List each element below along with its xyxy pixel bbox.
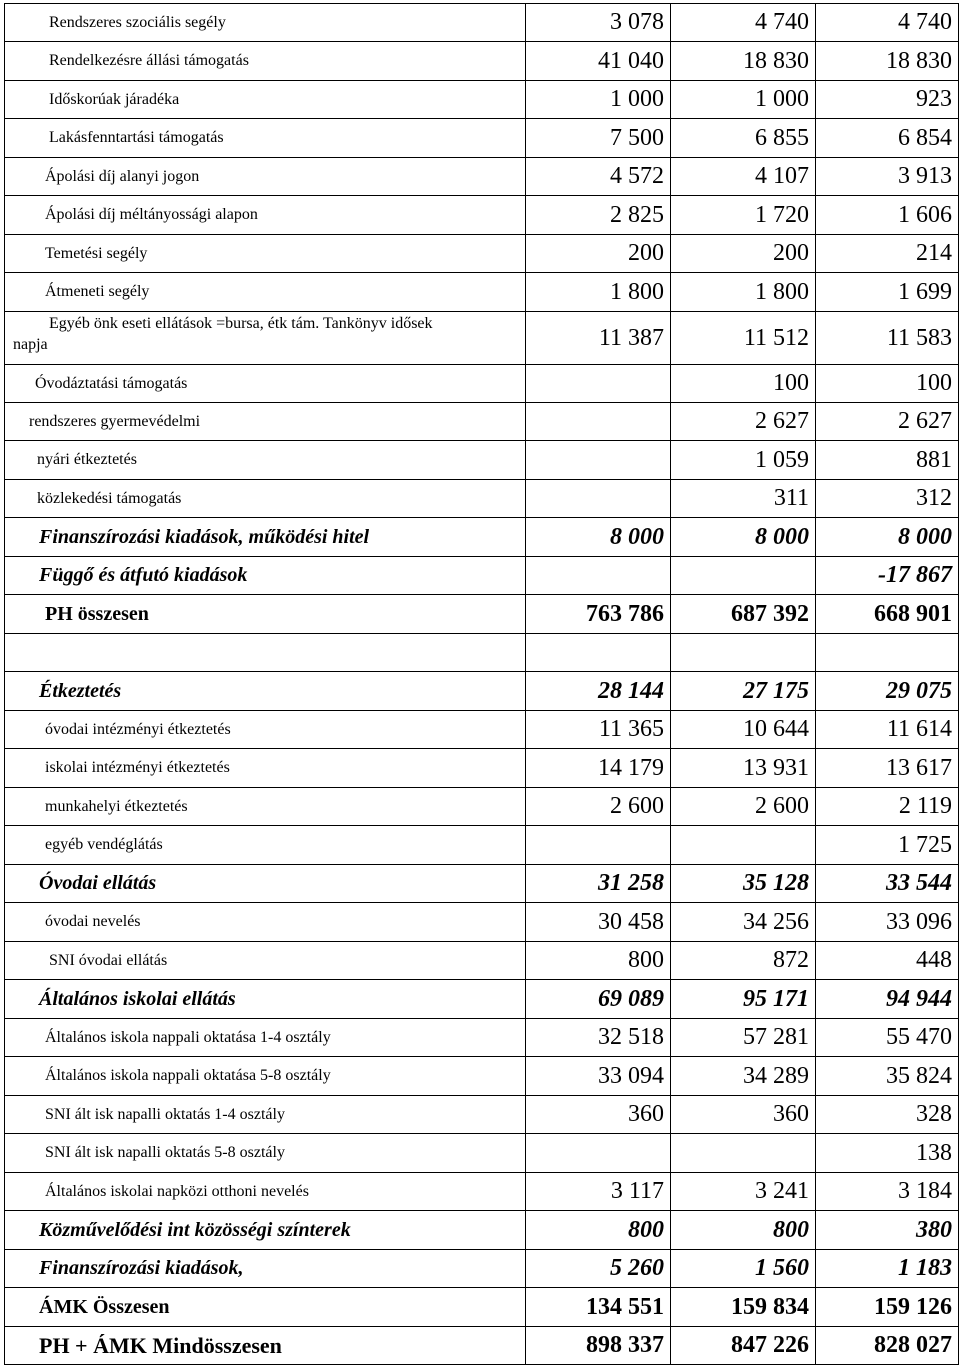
table-row-empty	[5, 634, 959, 672]
row-label: Finanszírozási kiadások, működési hitel	[5, 518, 526, 557]
table-row	[5, 903, 959, 942]
budget-table	[4, 3, 959, 1365]
table-row	[5, 980, 959, 1019]
table-row	[5, 672, 959, 711]
row-label: Általános iskola nappali oktatása 1-4 osztály	[5, 1019, 526, 1057]
value-col-2: 872	[671, 942, 816, 980]
table-row	[5, 595, 959, 634]
value-col-3: 668 901	[816, 595, 959, 634]
value-col-1: 200	[526, 235, 671, 273]
table-row	[5, 788, 959, 826]
row-label: Óvodáztatási támogatás	[5, 365, 526, 403]
value-col-3: 35 824	[816, 1057, 959, 1096]
value-col-2: 360	[671, 1096, 816, 1134]
table-row	[5, 942, 959, 980]
value-col-1: 2 600	[526, 788, 671, 826]
table-row	[5, 235, 959, 273]
value-col-3: 11 614	[816, 711, 959, 749]
table-row	[5, 1096, 959, 1134]
value-col-1: 1 800	[526, 273, 671, 312]
row-label: PH összesen	[5, 595, 526, 634]
table-row	[5, 865, 959, 903]
value-col-1: 33 094	[526, 1057, 671, 1096]
value-col-1	[526, 441, 671, 480]
value-col-3: 923	[816, 81, 959, 119]
value-col-3: 1 725	[816, 826, 959, 865]
table-row	[5, 1057, 959, 1096]
value-col-2: 35 128	[671, 865, 816, 903]
table-row	[5, 273, 959, 312]
table-row	[5, 480, 959, 518]
value-col-2: 1 720	[671, 196, 816, 235]
row-label: Finanszírozási kiadások,	[5, 1250, 526, 1288]
row-label: Függő és átfutó kiadások	[5, 557, 526, 595]
table-row	[5, 557, 959, 595]
table-row	[5, 1134, 959, 1173]
value-col-2: 3 241	[671, 1173, 816, 1211]
value-col-2: 100	[671, 365, 816, 403]
row-label	[5, 312, 526, 365]
value-col-2	[671, 1134, 816, 1173]
value-col-3: 380	[816, 1211, 959, 1250]
value-col-3: 214	[816, 235, 959, 273]
value-col-2: 1 000	[671, 81, 816, 119]
value-col-1: 5 260	[526, 1250, 671, 1288]
value-col-3: 18 830	[816, 42, 959, 81]
value-col-1: 3 117	[526, 1173, 671, 1211]
value-col-1: 800	[526, 942, 671, 980]
row-label-line-1: Egyéb önk eseti ellátások =bursa, étk tám. Tankönyv idősek	[49, 315, 433, 332]
row-label: egyéb vendéglátás	[5, 826, 526, 865]
table-row	[5, 518, 959, 557]
value-col-1: 4 572	[526, 158, 671, 196]
table-row	[5, 196, 959, 235]
value-col-1	[526, 634, 671, 672]
value-col-3: 13 617	[816, 749, 959, 788]
table-row	[5, 711, 959, 749]
value-col-2: 8 000	[671, 518, 816, 557]
value-col-1: 3 078	[526, 4, 671, 42]
value-col-2: 6 855	[671, 119, 816, 158]
value-col-2: 4 107	[671, 158, 816, 196]
value-col-1: 800	[526, 1211, 671, 1250]
value-col-3: 33 544	[816, 865, 959, 903]
row-label: ÁMK Összesen	[5, 1288, 526, 1327]
value-col-3: 1 183	[816, 1250, 959, 1288]
value-col-1: 134 551	[526, 1288, 671, 1327]
table-row	[5, 81, 959, 119]
value-col-2: 200	[671, 235, 816, 273]
row-label: Óvodai ellátás	[5, 865, 526, 903]
value-col-1	[526, 1134, 671, 1173]
value-col-3: 11 583	[816, 312, 959, 365]
table-row	[5, 365, 959, 403]
value-col-3: 312	[816, 480, 959, 518]
value-col-2	[671, 826, 816, 865]
row-label: rendszeres gyermevédelmi	[5, 403, 526, 441]
value-col-2: 2 600	[671, 788, 816, 826]
value-col-2: 159 834	[671, 1288, 816, 1327]
value-col-1: 30 458	[526, 903, 671, 942]
value-col-1: 763 786	[526, 595, 671, 634]
value-col-3: 4 740	[816, 4, 959, 42]
value-col-3: 328	[816, 1096, 959, 1134]
value-col-1: 2 825	[526, 196, 671, 235]
value-col-2	[671, 634, 816, 672]
value-col-2: 10 644	[671, 711, 816, 749]
value-col-2: 95 171	[671, 980, 816, 1019]
table-row	[5, 826, 959, 865]
row-label: iskolai intézményi étkeztetés	[5, 749, 526, 788]
value-col-3: 3 184	[816, 1173, 959, 1211]
value-col-1	[526, 826, 671, 865]
table-row	[5, 1173, 959, 1211]
value-col-1: 360	[526, 1096, 671, 1134]
table-row	[5, 1250, 959, 1288]
table-row	[5, 441, 959, 480]
value-col-2: 57 281	[671, 1019, 816, 1057]
value-col-1: 8 000	[526, 518, 671, 557]
value-col-1	[526, 403, 671, 441]
value-col-3: 55 470	[816, 1019, 959, 1057]
row-label: nyári étkeztetés	[5, 441, 526, 480]
value-col-1	[526, 480, 671, 518]
row-label: Időskorúak járadéka	[5, 81, 526, 119]
row-label: Ápolási díj méltányossági alapon	[5, 196, 526, 235]
table-row	[5, 1019, 959, 1057]
row-label: óvodai intézményi étkeztetés	[5, 711, 526, 749]
value-col-3: 6 854	[816, 119, 959, 158]
value-col-2: 800	[671, 1211, 816, 1250]
row-label: közlekedési támogatás	[5, 480, 526, 518]
value-col-1: 11 387	[526, 312, 671, 365]
value-col-3: 3 913	[816, 158, 959, 196]
value-col-1: 28 144	[526, 672, 671, 711]
table-row	[5, 749, 959, 788]
row-label: Lakásfenntartási támogatás	[5, 119, 526, 158]
row-label: PH + ÁMK Mindösszesen	[5, 1327, 526, 1365]
row-label: Általános iskola nappali oktatása 5-8 osztály	[5, 1057, 526, 1096]
value-col-3: 828 027	[816, 1327, 959, 1365]
value-col-3: 448	[816, 942, 959, 980]
value-col-3: 881	[816, 441, 959, 480]
value-col-3: 2 627	[816, 403, 959, 441]
value-col-3: 94 944	[816, 980, 959, 1019]
value-col-3: 138	[816, 1134, 959, 1173]
value-col-2: 1 560	[671, 1250, 816, 1288]
value-col-1: 898 337	[526, 1327, 671, 1365]
row-label: Temetési segély	[5, 235, 526, 273]
value-col-2	[671, 557, 816, 595]
value-col-3: 2 119	[816, 788, 959, 826]
row-label: óvodai nevelés	[5, 903, 526, 942]
table-row-grand-total	[5, 1327, 959, 1365]
table-row	[5, 403, 959, 441]
table-row	[5, 4, 959, 42]
value-col-1: 41 040	[526, 42, 671, 81]
value-col-3: 29 075	[816, 672, 959, 711]
row-label: Étkeztetés	[5, 672, 526, 711]
row-label: Általános iskolai ellátás	[5, 980, 526, 1019]
value-col-3: 100	[816, 365, 959, 403]
value-col-2: 34 256	[671, 903, 816, 942]
value-col-1: 69 089	[526, 980, 671, 1019]
value-col-3: 8 000	[816, 518, 959, 557]
row-label: Közművelődési int közösségi színterek	[5, 1211, 526, 1250]
value-col-2: 2 627	[671, 403, 816, 441]
value-col-3: 33 096	[816, 903, 959, 942]
value-col-3: 1 699	[816, 273, 959, 312]
value-col-2: 11 512	[671, 312, 816, 365]
value-col-1: 1 000	[526, 81, 671, 119]
value-col-2: 1 059	[671, 441, 816, 480]
value-col-1	[526, 557, 671, 595]
value-col-2: 18 830	[671, 42, 816, 81]
row-label: Átmeneti segély	[5, 273, 526, 312]
value-col-2: 27 175	[671, 672, 816, 711]
value-col-2: 311	[671, 480, 816, 518]
value-col-1: 32 518	[526, 1019, 671, 1057]
value-col-3	[816, 634, 959, 672]
table-row	[5, 119, 959, 158]
value-col-2: 1 800	[671, 273, 816, 312]
value-col-1: 7 500	[526, 119, 671, 158]
table-row	[5, 158, 959, 196]
table-row	[5, 1288, 959, 1327]
row-label: SNI ált isk napalli oktatás 1-4 osztály	[5, 1096, 526, 1134]
value-col-3: 159 126	[816, 1288, 959, 1327]
value-col-2: 4 740	[671, 4, 816, 42]
value-col-2: 847 226	[671, 1327, 816, 1365]
row-label: Általános iskolai napközi otthoni nevelés	[5, 1173, 526, 1211]
row-label: SNI óvodai ellátás	[5, 942, 526, 980]
value-col-1: 14 179	[526, 749, 671, 788]
value-col-1: 11 365	[526, 711, 671, 749]
row-label	[5, 634, 526, 672]
table-row	[5, 42, 959, 81]
row-label: SNI ált isk napalli oktatás 5-8 osztály	[5, 1134, 526, 1173]
value-col-2: 687 392	[671, 595, 816, 634]
table-row	[5, 312, 959, 365]
row-label: munkahelyi étkeztetés	[5, 788, 526, 826]
row-label-line-2: napja	[13, 336, 48, 353]
value-col-3: 1 606	[816, 196, 959, 235]
row-label: Ápolási díj alanyi jogon	[5, 158, 526, 196]
value-col-1	[526, 365, 671, 403]
row-label: Rendszeres szociális segély	[5, 4, 526, 42]
value-col-1: 31 258	[526, 865, 671, 903]
value-col-2: 13 931	[671, 749, 816, 788]
table-row	[5, 1211, 959, 1250]
value-col-3: -17 867	[816, 557, 959, 595]
budget-table-body	[5, 4, 959, 1365]
value-col-2: 34 289	[671, 1057, 816, 1096]
row-label: Rendelkezésre állási támogatás	[5, 42, 526, 81]
